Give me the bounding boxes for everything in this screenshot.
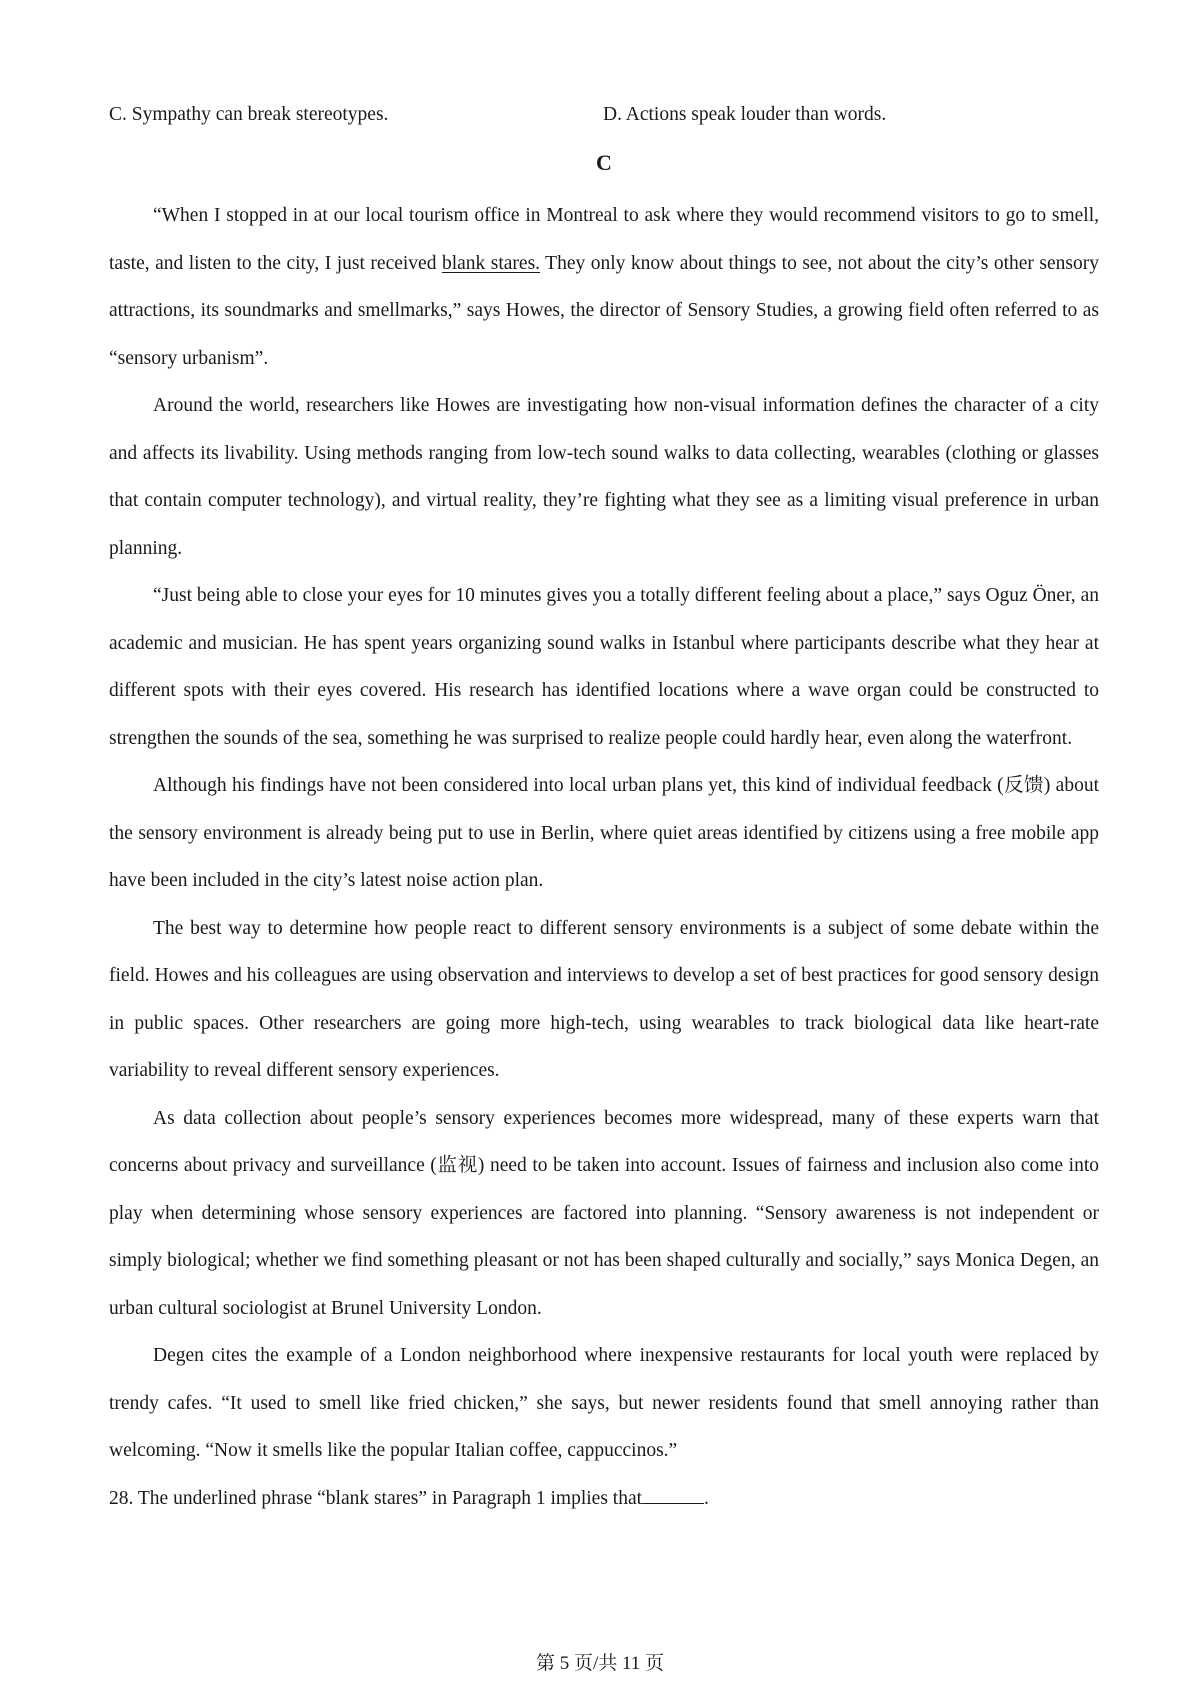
paragraph-6: As data collection about people’s sensory experiences becomes more widespread, many of these experts warn that concerns about privacy and surveillance (监视) need to be taken into account. Issues of fairness and inclusion also come into play when determining whose sensory experiences are factored into planning. “Sensory awareness is not independent or simply biological; whether we find something pleasant or not has been shaped culturally and socially,” says Monica Degen, an urban cultural sociologist at Brunel University London.: [109, 1107, 1099, 1319]
paragraph-5: The best way to determine how people react to different sensory environments is a subject of some debate within the field. Howes and his colleagues are using observation and interviews to develop a set of best practices for good sensory design in public spaces. Other researchers are going more high-tech, using wearables to track biological data like heart-rate variability to reveal different sensory experiences.: [109, 917, 1099, 1081]
answer-blank[interactable]: [642, 1484, 704, 1504]
option-d: D. Actions speak louder than words.: [603, 104, 887, 125]
question-28: [109, 1475, 1099, 1523]
paragraph-1-start: “When I stopped in at our local tourism office in Montreal to ask where they would recommend visitors to go to smell, taste, and listen to the city, I just received: [109, 205, 1099, 274]
section-heading: C: [596, 150, 612, 175]
option-c: C. Sympathy can break stereotypes.: [109, 104, 389, 125]
question-28-text: 28. The underlined phrase “blank stares” in Paragraph 1 implies that: [109, 1487, 643, 1509]
paragraph-1-end: They only know about things to see, not about the city’s other sensory attractions, its soundmarks and smellmarks,” says Howes, the director of Sensory Studies, a growing field often referred to as “sensory urbanism”.: [109, 252, 1099, 369]
underlined-phrase: blank stares.: [441, 252, 541, 274]
paragraph-1: [109, 192, 1099, 382]
paragraph-3: “Just being able to close your eyes for 10 minutes gives you a totally different feeling about a place,” says Oguz Öner, an academic and musician. He has spent years organizing sound walks in Istanbul where participants describe what they hear at different spots with their eyes covered. His research has identified locations where a wave organ could be constructed to strengthen the sounds of the sea, something he was surprised to realize people could hardly hear, even along the waterfront.: [109, 585, 1099, 749]
question-28-end: .: [704, 1487, 709, 1509]
reading-passage: [109, 192, 1099, 1522]
paragraph-2: Around the world, researchers like Howes are investigating how non-visual information defines the character of a city and affects its livability. Using methods ranging from low-tech sound walks to data collecting, wearables (clothing or glasses that contain computer technology), and virtual reality, they’re fighting what they see as a limiting visual preference in urban planning.: [109, 395, 1099, 559]
paragraph-4: Although his findings have not been considered into local urban plans yet, this kind of individual feedback (反馈) about the sensory environment is already being put to use in Berlin, where quiet areas identified by citizens using a free mobile app have been included in the city’s latest noise action plan.: [109, 775, 1099, 891]
paragraph-7: Degen cites the example of a London neighborhood where inexpensive restaurants for local youth were replaced by trendy cafes. “It used to smell like fried chicken,” she says, but newer residents found that smell annoying rather than welcoming. “Now it smells like the popular Italian coffee, cappuccinos.”: [109, 1345, 1099, 1461]
page-number: 第 5 页/共 11 页: [535, 1653, 665, 1674]
